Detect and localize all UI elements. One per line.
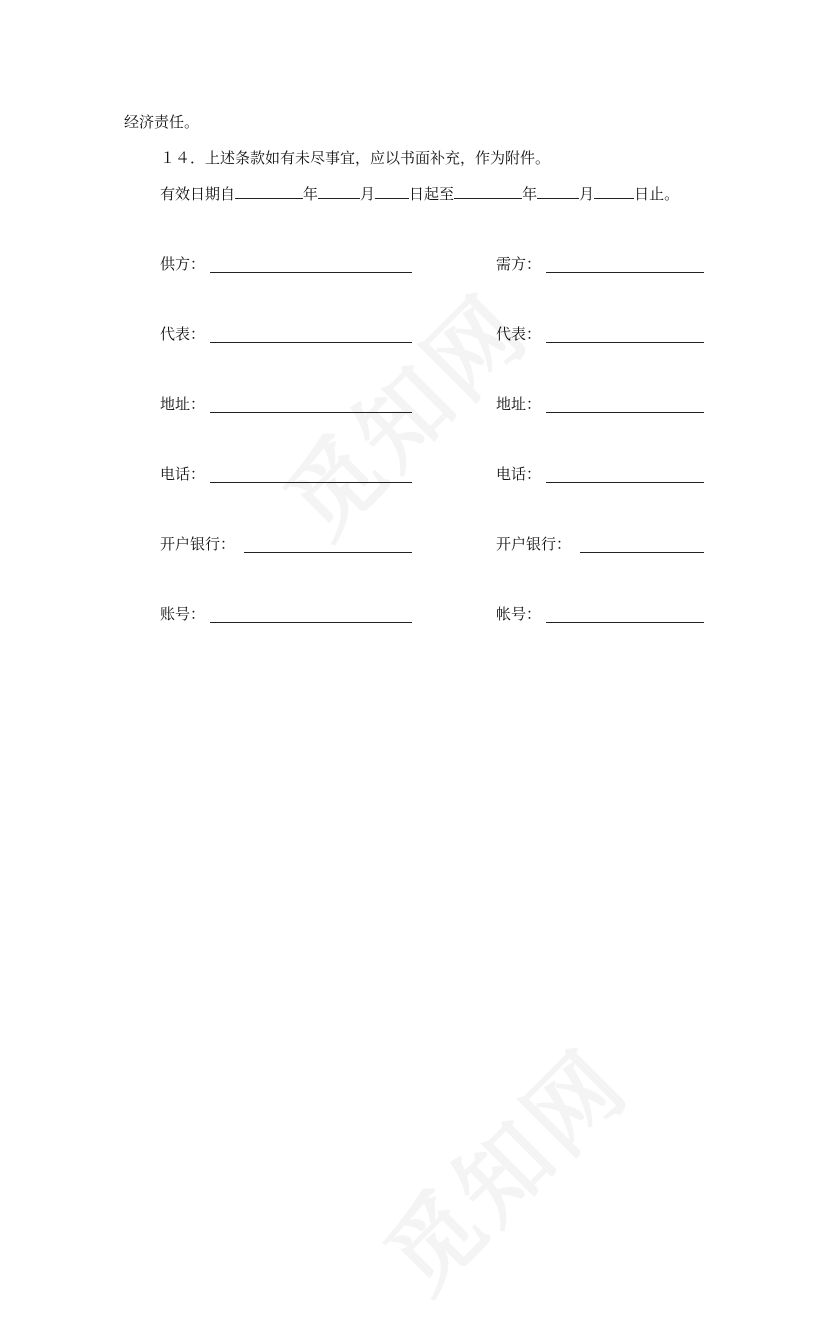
buyer-account-field[interactable] — [546, 622, 704, 623]
buyer-rep-label: 代表： — [496, 325, 542, 343]
text-line-clause-14: １４．上述条款如有未尽事宜，应以书面补充，作为附件。 — [160, 149, 551, 167]
supplier-address-field[interactable] — [210, 412, 412, 413]
start-day-label: 日起至 — [409, 185, 455, 203]
buyer-name-field[interactable] — [546, 272, 704, 273]
buyer-name-label: 需方： — [496, 255, 542, 273]
end-day-blank[interactable] — [594, 184, 634, 199]
supplier-name-label: 供方： — [160, 255, 206, 273]
supplier-bank-label: 开户银行： — [160, 535, 236, 553]
validity-prefix: 有效日期自 — [160, 185, 236, 203]
validity-date-line — [160, 184, 679, 204]
buyer-address-label: 地址： — [496, 395, 542, 413]
buyer-account-label: 帐号： — [496, 605, 542, 623]
end-day-label: 日止。 — [634, 185, 680, 203]
supplier-account-label: 账号： — [160, 605, 206, 623]
start-year-label: 年 — [303, 185, 319, 203]
start-year-blank[interactable] — [235, 184, 303, 199]
supplier-name-field[interactable] — [210, 272, 412, 273]
supplier-account-field[interactable] — [210, 622, 412, 623]
start-day-blank[interactable] — [375, 184, 409, 199]
start-month-blank[interactable] — [318, 184, 360, 199]
watermark-bottom — [351, 1015, 652, 1316]
buyer-bank-field[interactable] — [580, 552, 704, 553]
end-year-label: 年 — [522, 185, 538, 203]
end-month-blank[interactable] — [537, 184, 579, 199]
buyer-phone-field[interactable] — [546, 482, 704, 483]
buyer-bank-label: 开户银行： — [496, 535, 572, 553]
supplier-address-label: 地址： — [160, 395, 206, 413]
supplier-bank-field[interactable] — [244, 552, 412, 553]
buyer-phone-label: 电话： — [496, 465, 542, 483]
supplier-phone-field[interactable] — [210, 482, 412, 483]
supplier-rep-label: 代表： — [160, 325, 206, 343]
supplier-rep-field[interactable] — [210, 342, 412, 343]
end-year-blank[interactable] — [454, 184, 522, 199]
buyer-rep-field[interactable] — [546, 342, 704, 343]
start-month-label: 月 — [360, 185, 376, 203]
supplier-phone-label: 电话： — [160, 465, 206, 483]
text-line-responsibility: 经济责任。 — [124, 113, 200, 131]
end-month-label: 月 — [579, 185, 595, 203]
buyer-address-field[interactable] — [546, 412, 704, 413]
